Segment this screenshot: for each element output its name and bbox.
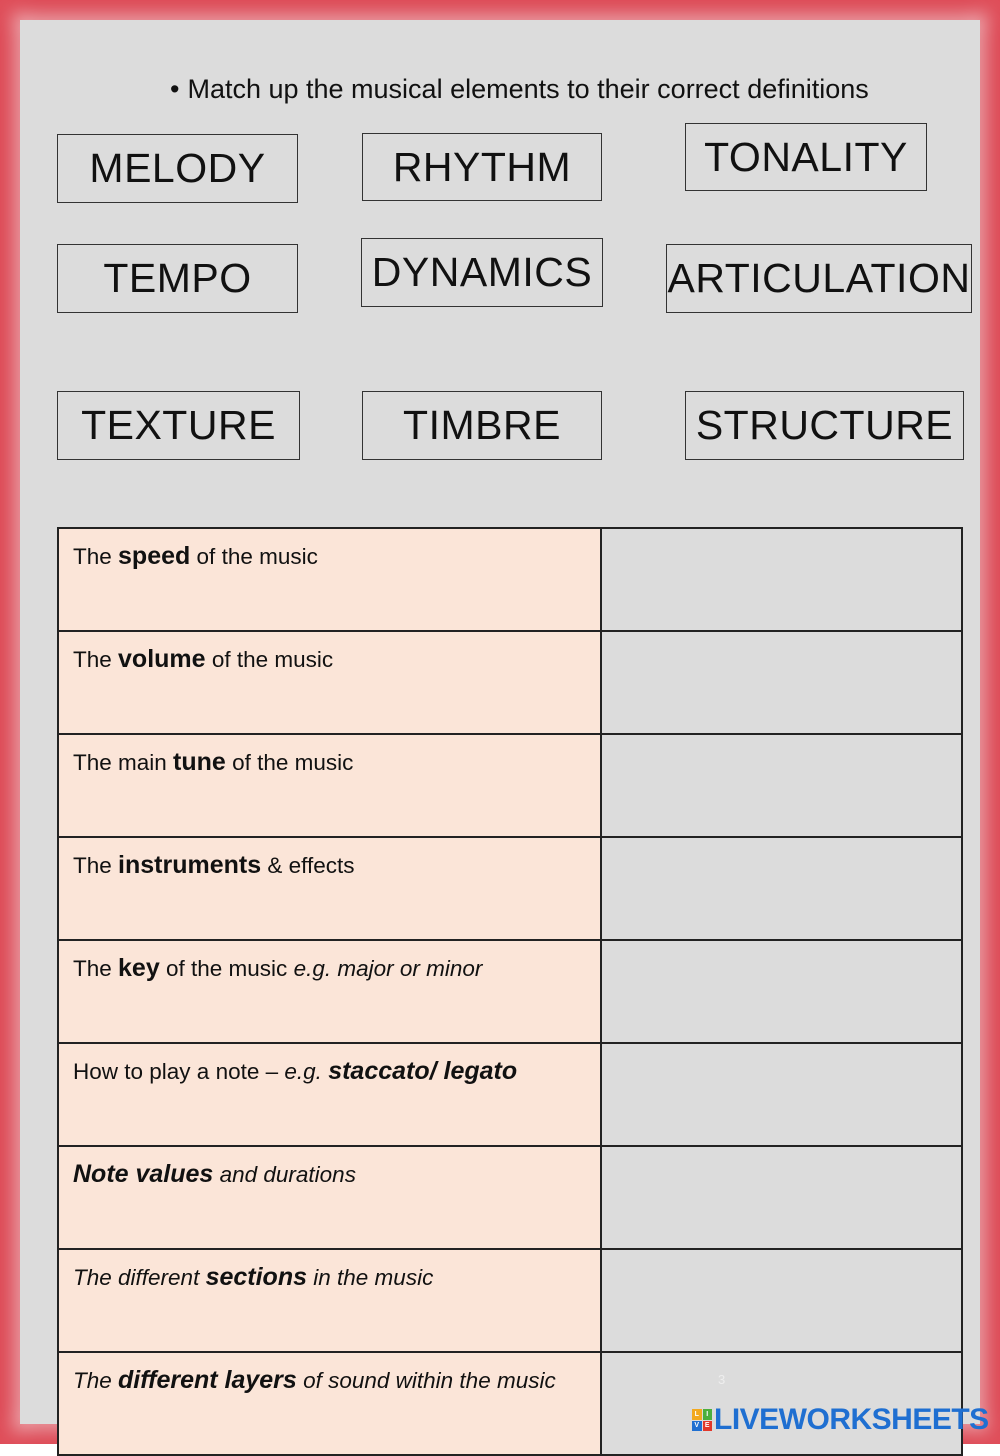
word-box-articulation[interactable]: ARTICULATION	[666, 244, 972, 313]
definition-text: The	[73, 853, 119, 878]
definition-keyword: instruments	[118, 851, 262, 879]
word-box-texture[interactable]: TEXTURE	[57, 391, 300, 460]
definition-text: of the music	[225, 750, 354, 775]
answer-drop-zone[interactable]	[601, 1043, 962, 1146]
liveworksheets-logo-text: LIVEWORKSHEETS	[714, 1403, 989, 1436]
liveworksheets-logo-icon	[692, 1409, 712, 1431]
definition-text: How to play a note –	[73, 1059, 285, 1084]
definition-text: of the music	[159, 956, 294, 981]
definition-text: The	[73, 647, 119, 672]
definition-cell	[58, 1352, 601, 1455]
definition-text: The main	[73, 750, 174, 775]
definition-cell	[58, 837, 601, 940]
definition-keyword: speed	[118, 542, 191, 570]
table-row	[58, 1249, 962, 1352]
definition-cell	[58, 528, 601, 631]
word-box-rhythm[interactable]: RHYTHM	[362, 133, 602, 201]
answer-drop-zone[interactable]	[601, 1146, 962, 1249]
definition-keyword: volume	[118, 645, 206, 673]
definition-cell	[58, 1146, 601, 1249]
definition-text: in the music	[307, 1265, 434, 1290]
definition-text: of the music	[205, 647, 334, 672]
word-box-structure[interactable]: STRUCTURE	[685, 391, 964, 460]
definition-keyword: Note values	[73, 1160, 214, 1188]
table-row	[58, 837, 962, 940]
definition-cell	[58, 1043, 601, 1146]
word-box-timbre[interactable]: TIMBRE	[362, 391, 602, 460]
answer-drop-zone[interactable]	[601, 528, 962, 631]
page-number: 3	[718, 1372, 726, 1387]
definition-text: and durations	[213, 1162, 356, 1187]
answer-drop-zone[interactable]	[601, 1249, 962, 1352]
liveworksheets-logo[interactable]	[692, 1403, 989, 1437]
instruction-label: Match up the musical elements to their correct definitions	[187, 74, 869, 104]
instruction-text	[170, 74, 869, 105]
definition-example: e.g. major or minor	[293, 956, 483, 981]
table-row	[58, 1043, 962, 1146]
definition-example: e.g.	[284, 1059, 322, 1084]
definition-text: The	[73, 956, 119, 981]
definition-text: The different	[73, 1265, 206, 1290]
definition-text: of the music	[190, 544, 318, 569]
definition-cell	[58, 940, 601, 1043]
definition-keyword: key	[118, 954, 160, 982]
logo-letter: I	[703, 1409, 713, 1420]
definition-cell	[58, 631, 601, 734]
word-box-tonality[interactable]: TONALITY	[685, 123, 927, 191]
word-box-tempo[interactable]: TEMPO	[57, 244, 298, 313]
definition-text: & effects	[261, 853, 355, 878]
definition-keyword: tune	[173, 748, 226, 776]
definitions-table	[57, 527, 963, 1456]
definition-keyword: staccato/ legato	[328, 1057, 518, 1085]
table-row	[58, 734, 962, 837]
definition-keyword: different layers	[118, 1366, 297, 1394]
table-row	[58, 631, 962, 734]
definition-text: of sound within the music	[296, 1368, 556, 1393]
bullet: •	[170, 74, 180, 104]
answer-drop-zone[interactable]	[601, 837, 962, 940]
definition-cell	[58, 734, 601, 837]
definition-text: The	[73, 544, 119, 569]
word-box-melody[interactable]: MELODY	[57, 134, 298, 203]
answer-drop-zone[interactable]	[601, 734, 962, 837]
definition-cell	[58, 1249, 601, 1352]
table-row	[58, 940, 962, 1043]
logo-letter: E	[703, 1421, 713, 1432]
answer-drop-zone[interactable]	[601, 631, 962, 734]
logo-letter: V	[692, 1421, 702, 1432]
word-box-dynamics[interactable]: DYNAMICS	[361, 238, 603, 307]
definition-text: The	[73, 1368, 119, 1393]
logo-letter: L	[692, 1409, 702, 1420]
answer-drop-zone[interactable]	[601, 940, 962, 1043]
table-row	[58, 528, 962, 631]
definition-keyword: sections	[205, 1263, 308, 1291]
table-row	[58, 1146, 962, 1249]
